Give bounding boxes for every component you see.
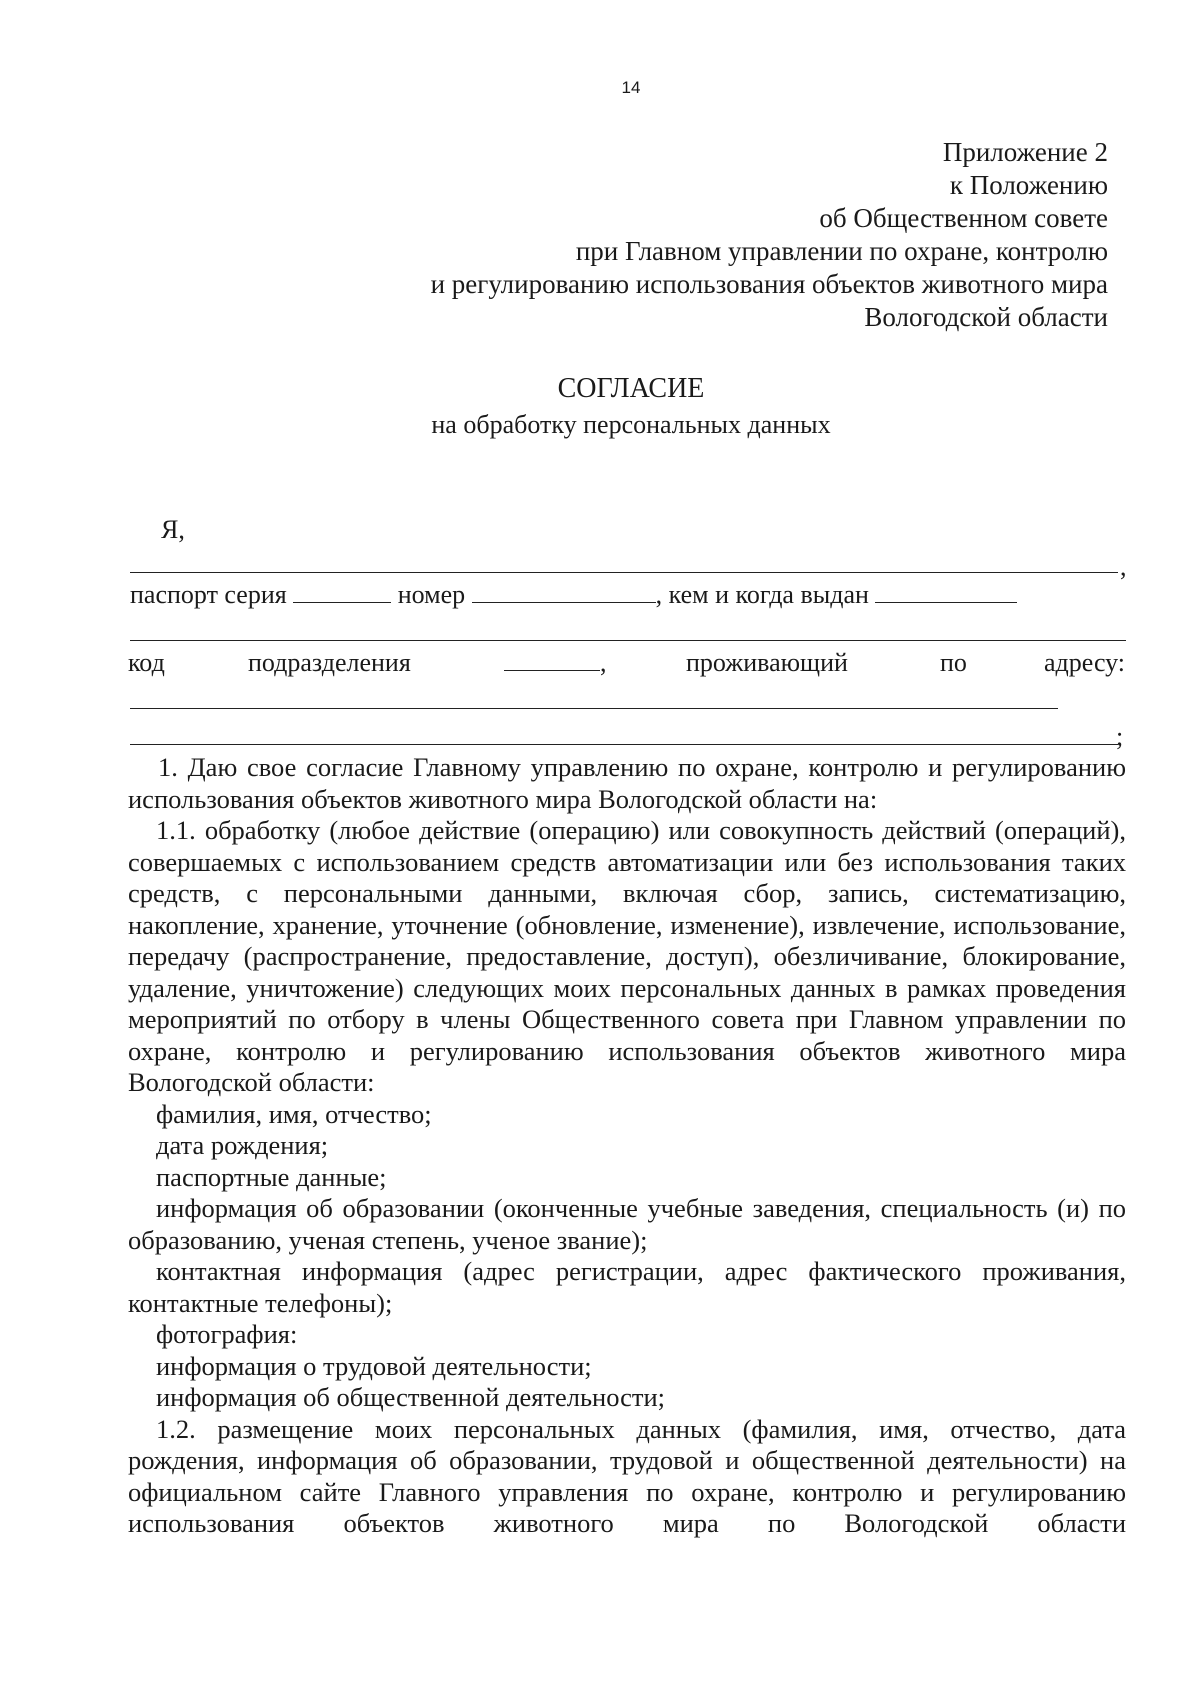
residing-label: проживающий xyxy=(686,648,848,677)
page-number: 14 xyxy=(621,78,641,97)
name-line-comma: , xyxy=(1120,552,1127,581)
i-label: Я, xyxy=(161,515,185,544)
issued-by-line[interactable] xyxy=(130,640,1126,641)
clause-1-1: 1.1. обработку (любое действие (операцию) или совокупность действий (операций), совершаемых с использованием средств автоматизации или без использования таких средств, с персональными данными, включая сбор, запись, систематизацию, накопление, хранение, уточнение (обновление, изменение), извлечение, использование, передачу (распространение, предоставление, доступ), обезличивание, блокирование, удаление, уничтожение) следующих моих персональных данных в рамках проведения мероприятий по отбору в члены Общественного совета при Главном управлении по охране, контролю и регулированию использования объектов животного мира Вологодской области: xyxy=(128,815,1126,1097)
document-title: СОГЛАСИЕ xyxy=(557,373,705,404)
list-item: контактная информация (адрес регистрации, адрес фактического проживания, контактные телефоны); xyxy=(128,1256,1126,1318)
division-comma: , xyxy=(600,648,607,677)
appendix-header xyxy=(431,136,1108,334)
passport-row xyxy=(130,580,1017,610)
division-code-row xyxy=(504,648,607,678)
list-item: паспортные данные; xyxy=(156,1161,387,1192)
document-subtitle: на обработку персональных данных xyxy=(431,410,831,439)
list-item: фамилия, имя, отчество; xyxy=(156,1098,432,1129)
division-code-blank[interactable] xyxy=(504,648,600,671)
appendix-line: при Главном управлении по охране, контролю xyxy=(575,236,1108,266)
appendix-line: Приложение 2 xyxy=(942,137,1108,167)
consent-body xyxy=(128,752,1126,1540)
passport-number-blank[interactable] xyxy=(472,580,656,603)
list-item: информация об образовании (оконченные учебные заведения, специальность (и) по образованию, ученая степень, ученое звание); xyxy=(128,1193,1126,1255)
code-label: код xyxy=(128,648,165,677)
list-item: информация о трудовой деятельности; xyxy=(156,1350,592,1381)
appendix-line: к Положению xyxy=(949,170,1108,200)
address-label: адресу: xyxy=(1044,648,1126,677)
passport-series-label: паспорт серия xyxy=(130,580,287,609)
appendix-line: об Общественном совете xyxy=(819,203,1108,233)
list-item: фотография: xyxy=(156,1319,298,1349)
name-line[interactable] xyxy=(130,572,1118,573)
list-item: дата рождения; xyxy=(156,1130,329,1160)
address-line-2[interactable] xyxy=(130,744,1118,745)
issued-by-blank[interactable] xyxy=(875,580,1017,603)
issued-by-label: , кем и когда выдан xyxy=(655,580,869,609)
appendix-line: Вологодской области xyxy=(864,302,1108,332)
passport-series-blank[interactable] xyxy=(293,580,391,603)
list-item: информация об общественной деятельности; xyxy=(156,1382,666,1412)
address-semicolon: ; xyxy=(1116,722,1124,751)
address-line-1[interactable] xyxy=(130,708,1058,709)
passport-number-label: номер xyxy=(397,580,466,609)
appendix-line: и регулированию использования объектов животного мира xyxy=(430,269,1108,299)
division-label: подразделения xyxy=(248,648,411,677)
clause-1: 1. Даю свое согласие Главному управлению по охране, контролю и регулированию использования объектов животного мира Вологодской области на: xyxy=(128,752,1126,814)
at-label: по xyxy=(940,648,967,677)
clause-1-2: 1.2. размещение моих персональных данных (фамилия, имя, отчество, дата рождения, информация об образовании, трудовой и общественной деятельности) на официальном сайте Главного управления по охране, контролю и регулированию использования объектов животного мира по Вологодской области xyxy=(128,1413,1126,1538)
